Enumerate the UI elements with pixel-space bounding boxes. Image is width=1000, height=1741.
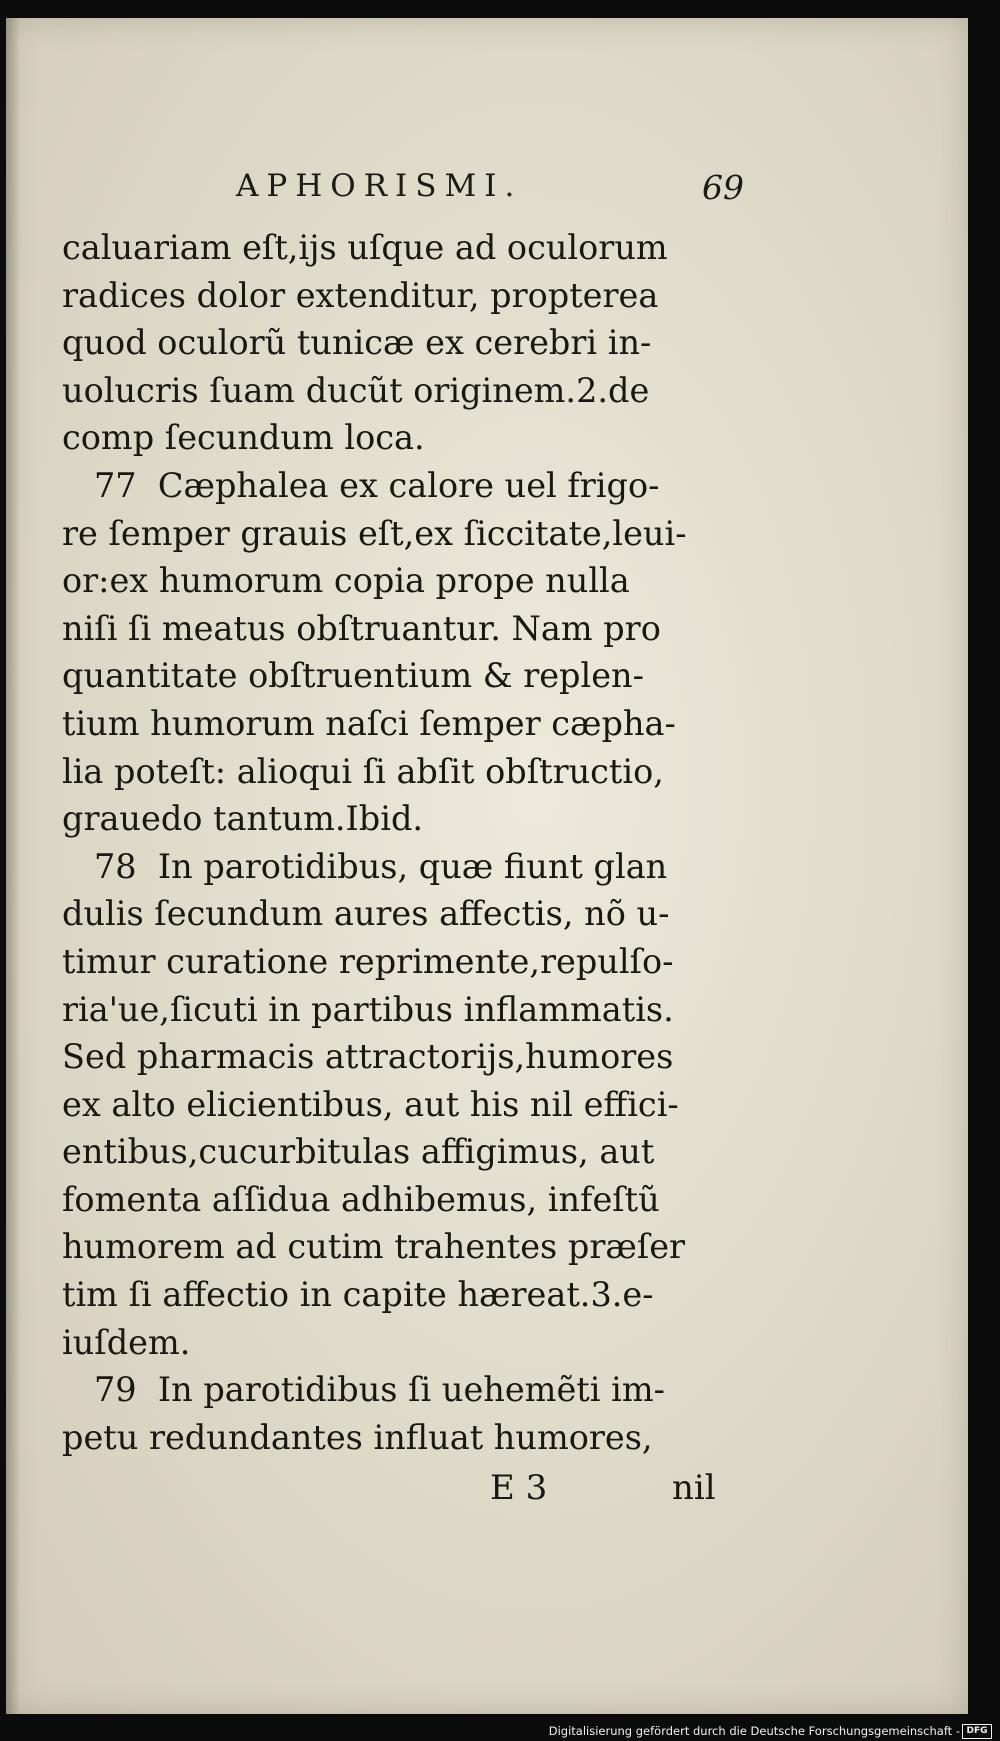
- text-line: 78 In parotidibus, quæ fiunt glan: [62, 846, 668, 886]
- text-line: comp ſecundum loca.: [62, 418, 425, 458]
- text-line: grauedo tantum.Ibid.: [62, 799, 424, 839]
- text-line: ex alto elicientibus, aut his nil effici-: [62, 1084, 679, 1124]
- text-line: or:ex humorum copia prope nulla: [62, 561, 630, 601]
- dfg-logo-icon: DFG: [962, 1724, 992, 1739]
- text-line: entibus,cucurbitulas affigimus, aut: [62, 1132, 655, 1172]
- text-line: 79 In parotidibus ſi uehemẽti im-: [62, 1370, 665, 1410]
- text-line: caluariam eſt,ijs uſque ad oculorum: [62, 228, 668, 267]
- text-line: fomenta aſſidua adhibemus, infeſtũ: [62, 1179, 660, 1219]
- digitization-footer: [0, 1722, 1000, 1741]
- text-line: Sed pharmacis attractorijs,humores: [62, 1037, 674, 1077]
- text-line: uolucris ſuam ducũt originem.2.de: [62, 370, 650, 410]
- text-line: iuſdem.: [62, 1322, 191, 1362]
- text-line: re ſemper grauis eſt,ex ſiccitate,leui-: [62, 513, 687, 553]
- text-line: ria'ue,ſicuti in partibus inflammatis.: [62, 989, 674, 1029]
- text-line: dulis ſecundum aures affectis, nõ u-: [62, 894, 670, 934]
- catchword: nil: [672, 1468, 716, 1508]
- text-line: niſi ſi meatus obſtruantur. Nam pro: [62, 608, 661, 648]
- text-line: 77 Cæphalea ex calore uel frigo-: [62, 465, 660, 505]
- body-text: [62, 224, 762, 1461]
- text-line: quod oculorũ tunicæ ex cerebri in-: [62, 323, 652, 363]
- book-page: [6, 18, 968, 1714]
- page-number: 69: [702, 168, 744, 207]
- text-line: quantitate obſtruentium & replen-: [62, 656, 644, 696]
- text-line: timur curatione reprimente,repulſo-: [62, 941, 674, 981]
- running-head: [236, 168, 756, 216]
- footer-credit: Digitalisierung gefördert durch die Deutsche Forschungsgemeinschaft -: [548, 1724, 960, 1738]
- text-line: lia poteſt: alioqui ſi abſit obſtructio,: [62, 751, 664, 791]
- running-title: APHORISMI.: [236, 168, 523, 204]
- text-line: humorem ad cutim trahentes præſer: [62, 1227, 686, 1267]
- text-line: petu redundantes influat humores,: [62, 1417, 653, 1457]
- text-line: tium humorum naſci ſemper cæpha-: [62, 703, 676, 743]
- page-edge-shadow: [6, 18, 20, 1714]
- signature-mark: E 3: [490, 1468, 548, 1508]
- text-line: tim ſi affectio in capite hæreat.3.e-: [62, 1275, 654, 1315]
- text-line: radices dolor extenditur, propterea: [62, 275, 659, 315]
